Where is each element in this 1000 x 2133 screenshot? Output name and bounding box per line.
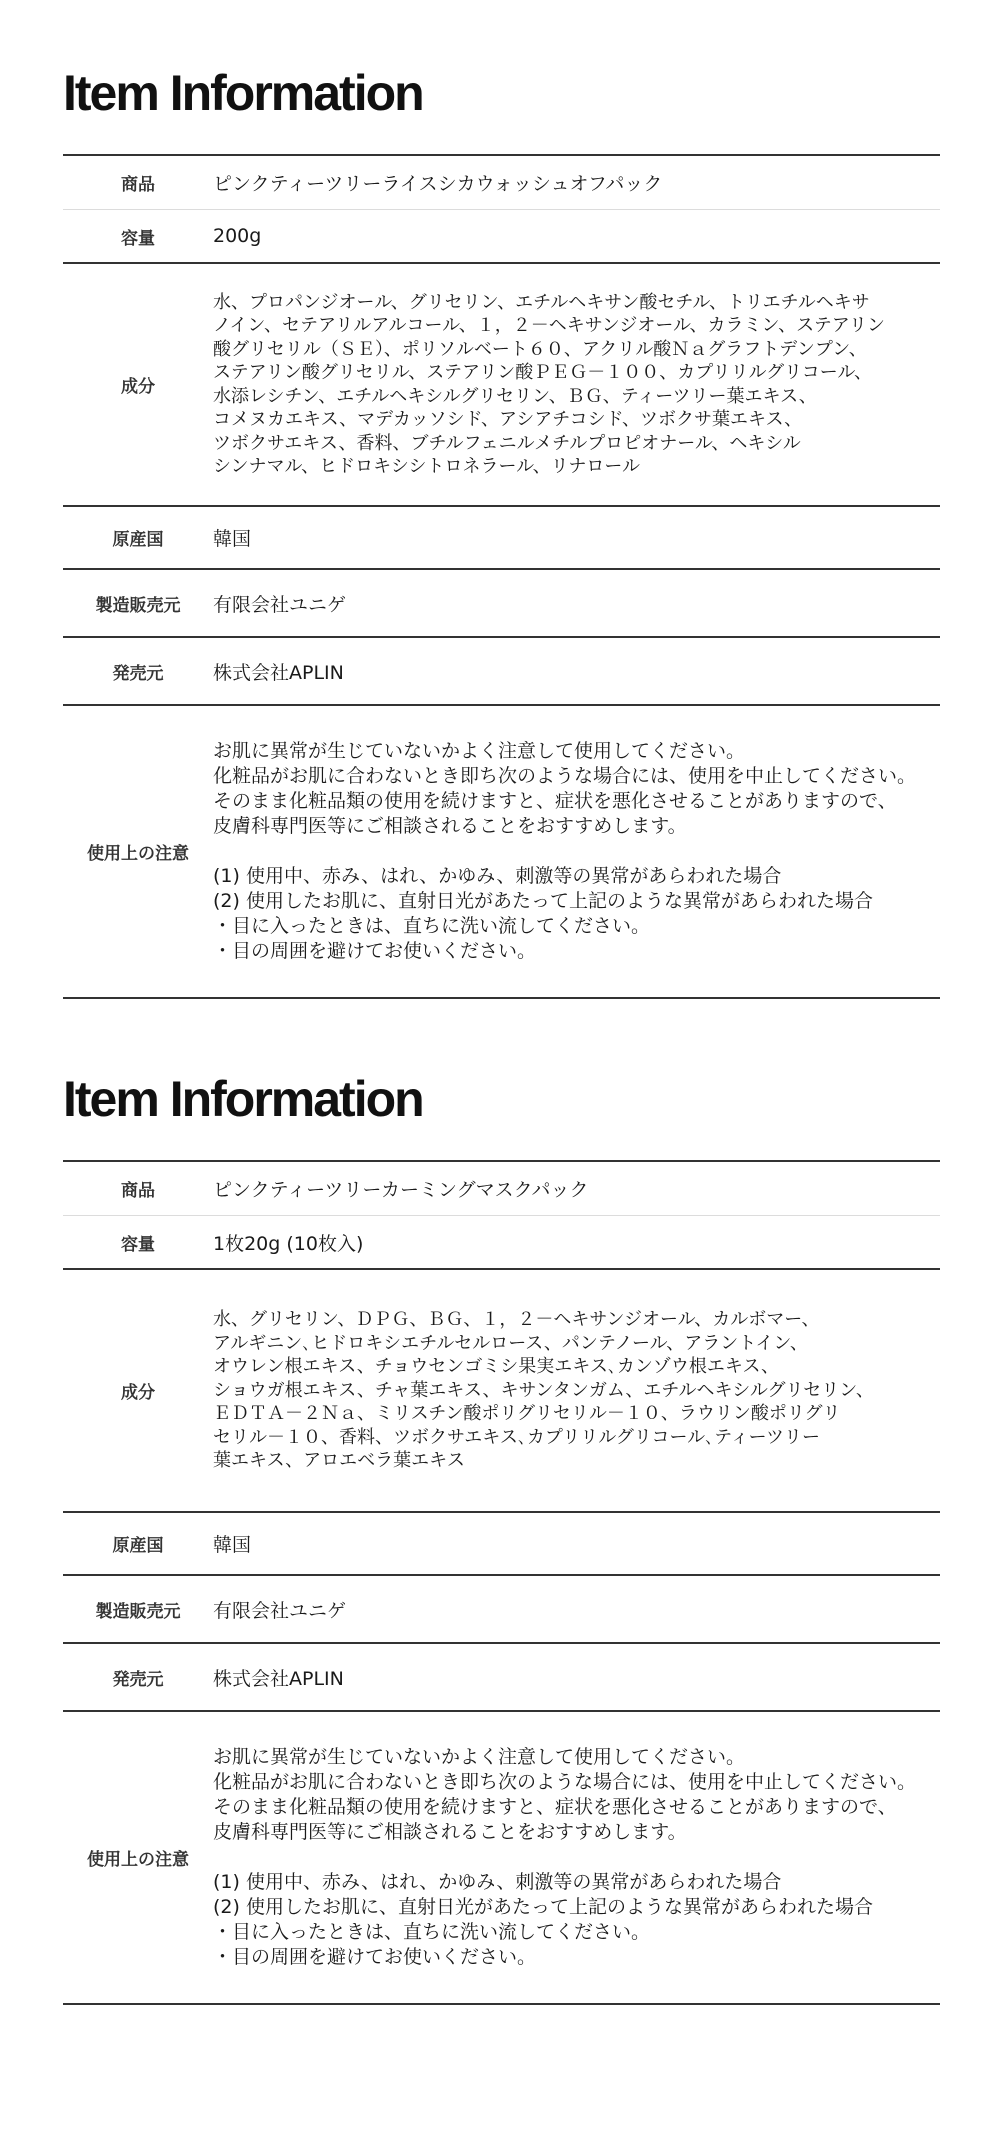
row-precautions (63, 706, 940, 999)
row-value-ingredients: 水、グリセリン、ＤＰＧ、ＢＧ、１，２－ヘキサンジオール、カルボマー、 アルギニン､ヒドロキシエチルセルロース、パンテノール、アラントイン、 オウレン根エキス、チョウセンゴミシ果実エキス､カンゾウ根エキス、 ショウガ根エキス、チャ葉エキス、キサンタンガム、エチルヘキシルグリセリン、 ＥＤＴＡ－２Ｎａ、ミリスチン酸ポリグリセリル－１０、ラウリン酸ポリグリ セリル－１０、香料、ツボクサエキス､カプリリルグリコール､ティーツリー 葉エキス、アロエベラ葉エキス (213, 1309, 874, 1472)
row-value-origin: 韓国 (213, 1534, 252, 1556)
section-title: Item Information (63, 1071, 423, 1127)
row-value-origin: 韓国 (213, 528, 252, 550)
row-label-distributor: 発売元 (112, 1669, 164, 1690)
row-distributor (63, 1644, 940, 1712)
row-product (63, 1162, 940, 1216)
row-label-ingredients: 成分 (121, 377, 155, 397)
row-label-capacity: 容量 (121, 1234, 155, 1255)
row-value-product: ピンクティーツリーカーミングマスクパック (213, 1179, 589, 1201)
item-information-section-1 (63, 0, 940, 999)
row-label-origin: 原産国 (112, 1536, 164, 1556)
row-manufacturer (63, 570, 940, 638)
row-origin (63, 507, 940, 570)
row-label-product: 商品 (121, 175, 155, 195)
row-capacity (63, 210, 940, 264)
row-label-manufacturer: 製造販売元 (95, 1601, 181, 1622)
item-information-section-2 (63, 999, 940, 2005)
item-information-table (63, 154, 940, 999)
row-value-ingredients: 水、プロパンジオール、グリセリン、エチルヘキサン酸セチル、トリエチルヘキサ ノイン、セテアリルアルコール、１，２－ヘキサンジオール、カラミン、ステアリン 酸グリセリル（ＳＥ）、ポリソルベート６０、アクリル酸Ｎａグラフトデンプン、 ステアリン酸グリセリル、ステアリン酸ＰＥＧ－１００、カプリリルグリコール、 水添レシチン、エチルヘキシルグリセリン、ＢＧ、ティーツリー葉エキス、 コメヌカエキス、マデカッソシド、アシアチコシド、ツボクサ葉エキス、 ツボクサエキス、香料、ブチルフェニルメチルプロピオナール、ヘキシル シンナマル、ヒドロキシシトロネラール、リナロール (213, 291, 886, 477)
row-value-precautions: お肌に異常が生じていないかよく注意して使用してください。 化粧品がお肌に合わないとき即ち次のような場合には、使用を中止してください。 そのまま化粧品類の使用を続けますと、症状を悪化させることがありますので、 皮膚科専門医等にご相談されることをおすすめします。 (1) 使用中、赤み、はれ、かゆみ、刺激等の異常があらわれた場合 (2) 使用したお肌に、直射日光があたって上記のような異常があらわれた場合 ・目に入ったときは、直ちに洗い流してください。 ・目の周囲を避けてお使いください。 (213, 740, 917, 962)
row-ingredients (63, 264, 940, 507)
row-product (63, 156, 940, 210)
row-distributor (63, 638, 940, 706)
item-information-table (63, 1160, 940, 2005)
row-value-manufacturer: 有限会社ユニゲ (213, 1599, 347, 1622)
row-label-manufacturer: 製造販売元 (95, 595, 181, 616)
row-value-capacity: 200g (213, 225, 262, 247)
row-manufacturer (63, 1576, 940, 1644)
row-label-ingredients: 成分 (121, 1383, 155, 1403)
row-label-product: 商品 (121, 1181, 155, 1201)
row-value-distributor: 株式会社APLIN (213, 661, 344, 684)
row-label-origin: 原産国 (112, 530, 164, 550)
row-value-capacity: 1枚20g (10枚入) (213, 1232, 364, 1255)
row-value-manufacturer: 有限会社ユニゲ (213, 593, 347, 616)
row-value-precautions: お肌に異常が生じていないかよく注意して使用してください。 化粧品がお肌に合わないとき即ち次のような場合には、使用を中止してください。 そのまま化粧品類の使用を続けますと、症状を悪化させることがありますので、 皮膚科専門医等にご相談されることをおすすめします。 (1) 使用中、赤み、はれ、かゆみ、刺激等の異常があらわれた場合 (2) 使用したお肌に、直射日光があたって上記のような異常があらわれた場合 ・目に入ったときは、直ちに洗い流してください。 ・目の周囲を避けてお使いください。 (213, 1746, 917, 1968)
row-precautions (63, 1712, 940, 2005)
row-label-precautions: 使用上の注意 (87, 844, 189, 864)
row-capacity (63, 1216, 940, 1270)
row-origin (63, 1513, 940, 1576)
row-label-distributor: 発売元 (112, 663, 164, 684)
row-label-precautions: 使用上の注意 (87, 1850, 189, 1870)
row-label-capacity: 容量 (121, 228, 155, 249)
section-title: Item Information (63, 65, 423, 121)
row-value-product: ピンクティーツリーライスシカウォッシュオフパック (213, 173, 663, 195)
row-ingredients (63, 1270, 940, 1513)
row-value-distributor: 株式会社APLIN (213, 1667, 344, 1690)
